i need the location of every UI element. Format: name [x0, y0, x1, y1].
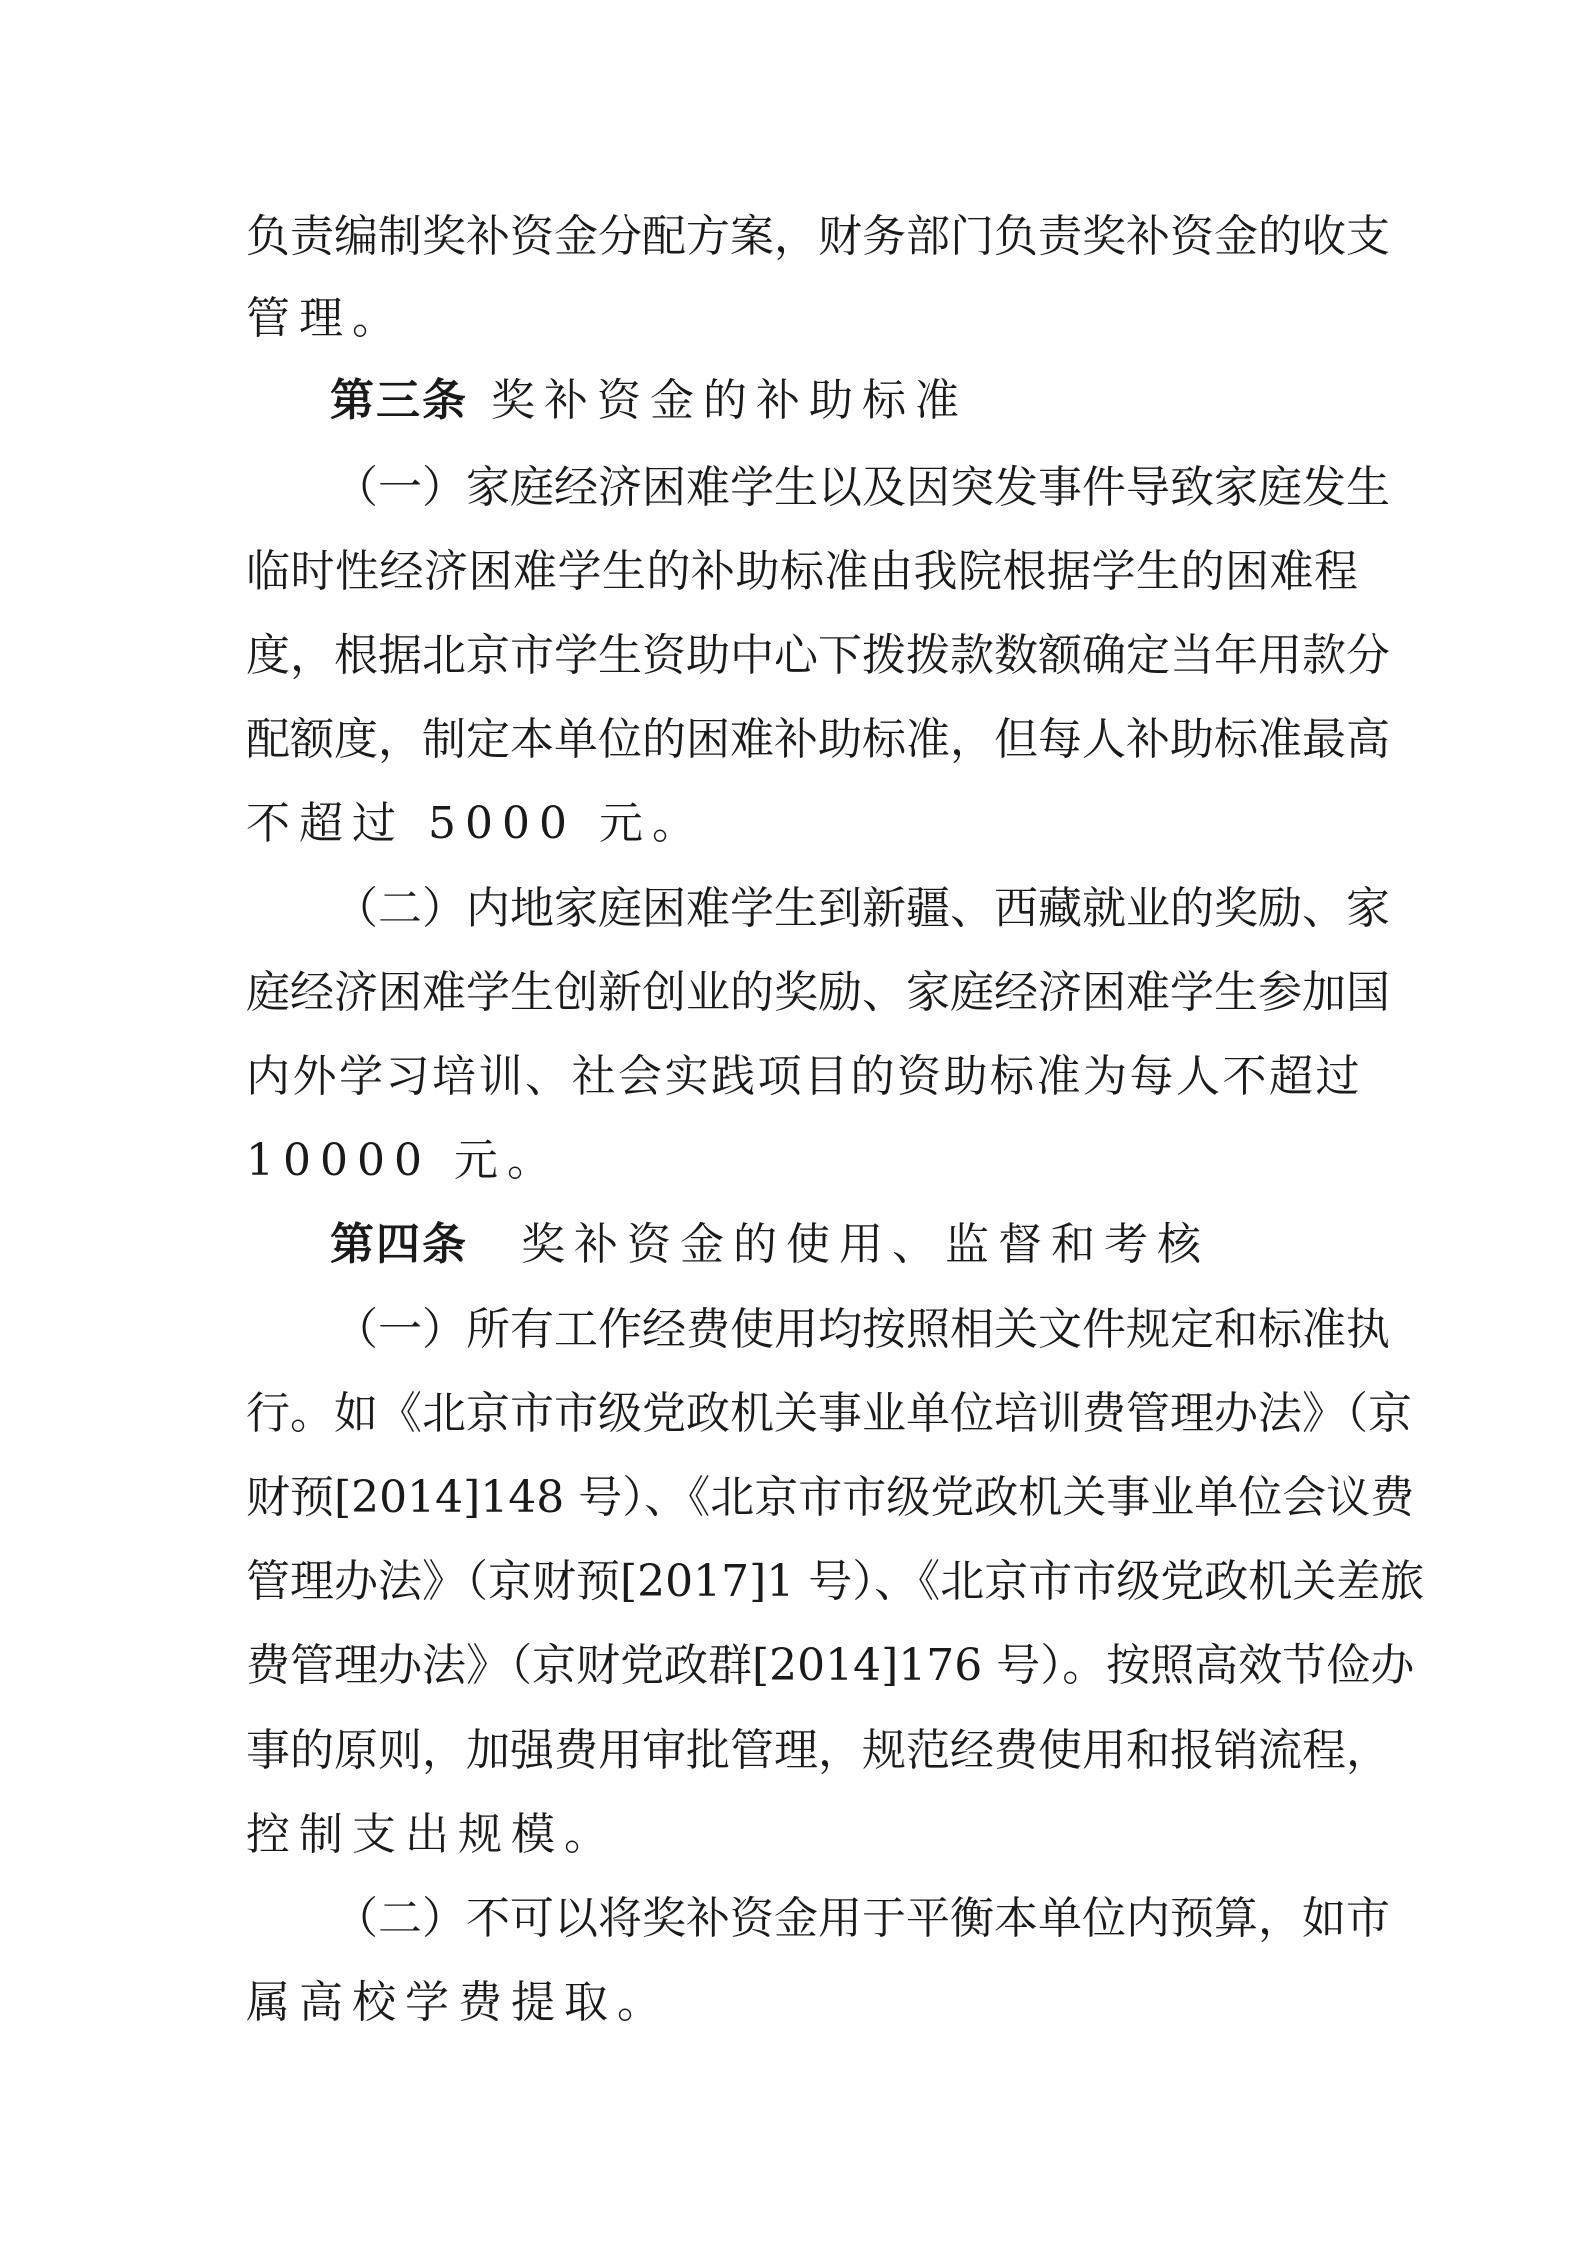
paragraph-line: 属高校学费提取。	[246, 1977, 670, 2028]
paragraph-line: 不超过 5000 元。	[246, 798, 705, 849]
paragraph-line: 庭经济困难学生创新创业的奖励、家庭经济困难学生参加国	[246, 967, 1390, 1018]
article-3-label: 第三条	[330, 375, 468, 426]
paragraph-line: 负责编制奖补资金分配方案，财务部门负责奖补资金的收支	[246, 211, 1390, 262]
article-4-label: 第四条	[330, 1219, 468, 1270]
paragraph-line: 事的原则，加强费用审批管理，规范经费使用和报销流程，	[246, 1725, 1390, 1776]
paragraph-line: 费管理办法》（京财党政群[2014]176 号）。按照高效节俭办	[246, 1640, 1415, 1691]
paragraph-line: （二）不可以将奖补资金用于平衡本单位内预算，如市	[334, 1893, 1390, 1944]
article-3-title: 奖补资金的补助标准	[468, 375, 968, 426]
paragraph-line: 10000 元。	[246, 1135, 560, 1186]
paragraph-line: 控制支出规模。	[246, 1809, 617, 1860]
paragraph-line: （二）内地家庭困难学生到新疆、西藏就业的奖励、家	[334, 883, 1390, 934]
paragraph-line: 度，根据北京市学生资助中心下拨拨款数额确定当年用款分	[246, 630, 1390, 681]
article-4-heading	[330, 1204, 1366, 1286]
paragraph-line: 财预[2014]148 号）、《北京市市级党政机关事业单位会议费	[246, 1472, 1415, 1523]
paragraph-line: 管理办法》（京财预[2017]1 号）、《北京市市级党政机关差旅	[246, 1556, 1425, 1607]
paragraph-line: 配额度，制定本单位的困难补助标准，但每人补助标准最高	[246, 714, 1390, 765]
paragraph-line: （一）家庭经济困难学生以及因突发事件导致家庭发生	[334, 462, 1390, 513]
article-4-title: 奖补资金的使用、监督和考核	[468, 1219, 1210, 1270]
paragraph-line: 内外学习培训、社会实践项目的资助标准为每人不超过	[246, 1051, 1362, 1102]
paragraph-line: （一）所有工作经费使用均按照相关文件规定和标准执	[334, 1304, 1390, 1355]
article-3-heading	[330, 360, 1366, 442]
paragraph-line: 行。如《北京市市级党政机关事业单位培训费管理办法》（京	[246, 1388, 1412, 1439]
paragraph-line: 管理。	[246, 293, 405, 344]
paragraph-line: 临时性经济困难学生的补助标准由我院根据学生的困难程	[246, 546, 1359, 597]
